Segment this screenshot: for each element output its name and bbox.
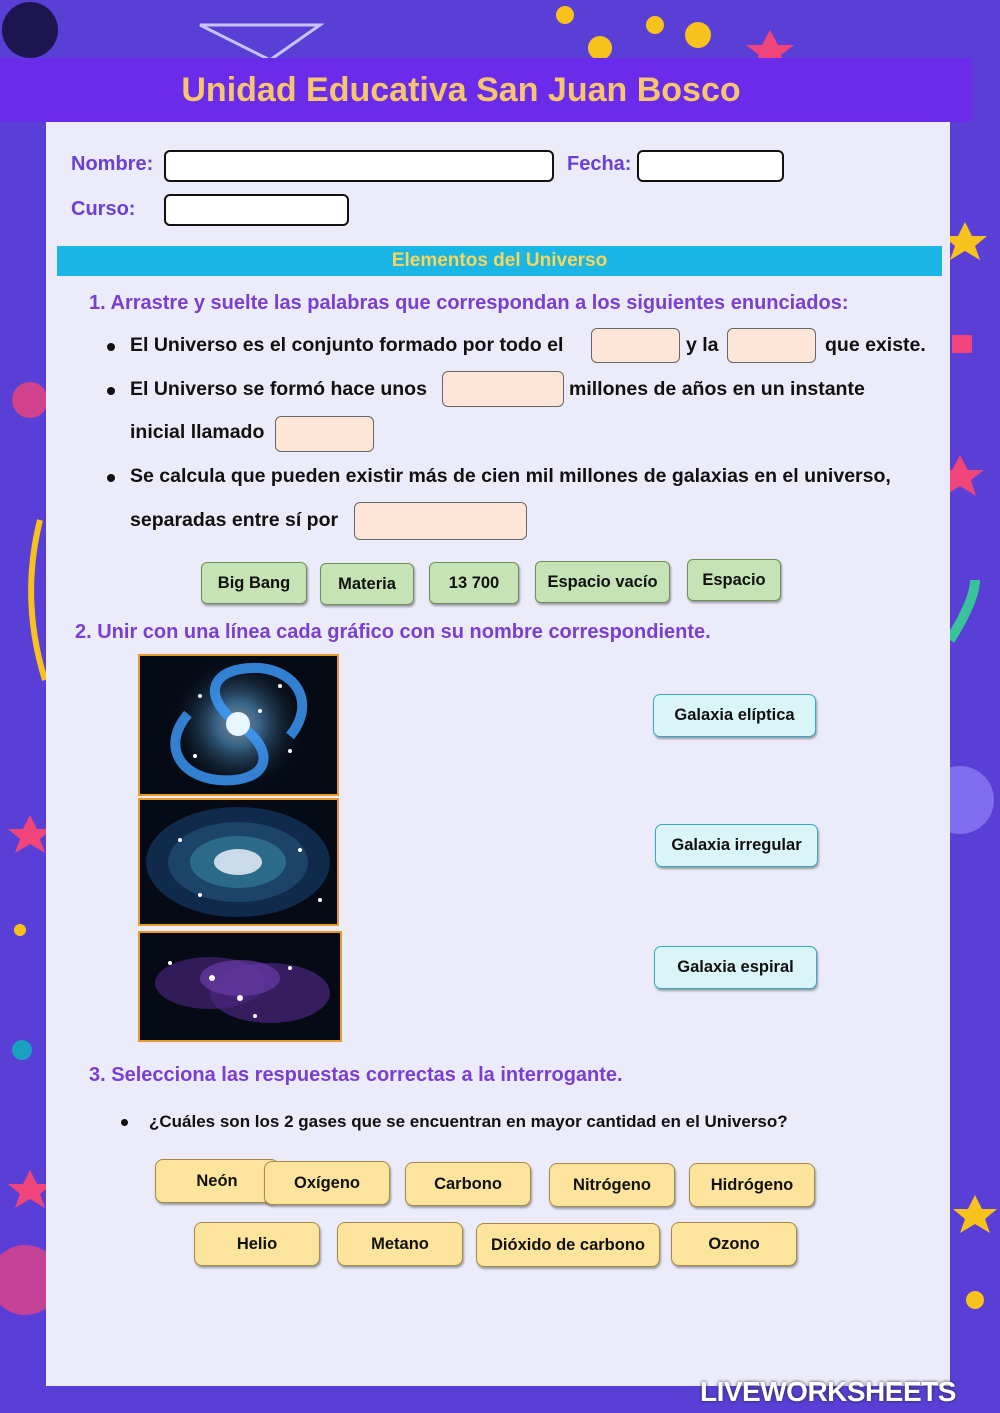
- gas-option-helio[interactable]: Helio: [194, 1222, 320, 1266]
- header-bar: [0, 58, 972, 122]
- elliptical-galaxy-image[interactable]: [138, 798, 339, 926]
- drop-blank-2[interactable]: [727, 328, 816, 363]
- drop-blank-1[interactable]: [591, 328, 680, 363]
- question-1-title: 1. Arrastre y suelte las palabras que correspondan a los siguientes enunciados:: [89, 292, 849, 314]
- spiral-galaxy-image[interactable]: [138, 654, 339, 796]
- gas-option-hidrogeno[interactable]: Hidrógeno: [689, 1163, 815, 1207]
- fecha-label: Fecha:: [567, 153, 632, 175]
- word-chip-materia[interactable]: Materia: [320, 563, 414, 605]
- word-chip-13700[interactable]: 13 700: [429, 562, 519, 604]
- nombre-label: Nombre:: [71, 153, 154, 175]
- fecha-input[interactable]: [637, 150, 784, 182]
- liveworksheets-logo: LIVEWORKSHEETS: [700, 1376, 956, 1407]
- word-chip-espacio-vacio[interactable]: Espacio vacío: [535, 561, 670, 603]
- sentence-3-part-b: separadas entre sí por: [130, 509, 339, 531]
- galaxy-name-irregular[interactable]: Galaxia irregular: [655, 824, 818, 867]
- question-3-title: 3. Selecciona las respuestas correctas a la interrogante.: [89, 1064, 623, 1086]
- curso-input[interactable]: [164, 194, 349, 226]
- galaxy-name-espiral[interactable]: Galaxia espiral: [654, 946, 817, 989]
- section-title-bar: [57, 246, 942, 276]
- sentence-3-part-a: Se calcula que pueden existir más de cien mil millones de galaxias en el universo,: [130, 465, 891, 487]
- drop-blank-4[interactable]: [275, 416, 374, 452]
- drop-blank-5[interactable]: [354, 502, 527, 540]
- sentence-2-part-b: millones de años en un instante: [569, 378, 865, 400]
- sentence-1-part-c: que existe.: [825, 334, 926, 356]
- sentence-2-part-a: El Universo se formó hace unos: [130, 378, 427, 400]
- bullet: [121, 1119, 128, 1126]
- gas-option-carbono[interactable]: Carbono: [405, 1162, 531, 1206]
- question-2-title: 2. Unir con una línea cada gráfico con su nombre correspondiente.: [75, 621, 711, 643]
- sentence-2-part-c: inicial llamado: [130, 421, 265, 443]
- worksheet: [46, 122, 950, 1386]
- bullet: [107, 387, 115, 395]
- gas-option-nitrogeno[interactable]: Nitrógeno: [549, 1163, 675, 1207]
- spiral-galaxy-graphic: [140, 656, 337, 794]
- drop-blank-3[interactable]: [442, 371, 564, 407]
- elliptical-galaxy-graphic: [140, 800, 337, 924]
- sentence-1-part-b: y la: [686, 334, 719, 356]
- word-chip-big-bang[interactable]: Big Bang: [201, 562, 307, 604]
- word-chip-espacio[interactable]: Espacio: [687, 559, 781, 601]
- section-title: Elementos del Universo: [391, 250, 608, 271]
- bullet: [107, 474, 115, 482]
- irregular-galaxy-image[interactable]: [138, 931, 342, 1042]
- curso-label: Curso:: [71, 198, 136, 220]
- gas-option-metano[interactable]: Metano: [337, 1222, 463, 1266]
- gas-option-neon[interactable]: Neón: [155, 1159, 279, 1203]
- question-3-prompt: ¿Cuáles son los 2 gases que se encuentran en mayor cantidad en el Universo?: [149, 1112, 788, 1131]
- nombre-input[interactable]: [164, 150, 554, 182]
- bullet: [107, 343, 115, 351]
- gas-option-oxigeno[interactable]: Oxígeno: [264, 1161, 390, 1205]
- school-title: Unidad Educativa San Juan Bosco: [181, 70, 741, 109]
- galaxy-name-eliptica[interactable]: Galaxia elíptica: [653, 694, 816, 737]
- gas-option-dioxido-de-carbono[interactable]: Dióxido de carbono: [476, 1223, 660, 1267]
- gas-option-ozono[interactable]: Ozono: [671, 1222, 797, 1266]
- irregular-galaxy-graphic: [140, 933, 340, 1040]
- sentence-1-part-a: El Universo es el conjunto formado por todo el: [130, 334, 564, 356]
